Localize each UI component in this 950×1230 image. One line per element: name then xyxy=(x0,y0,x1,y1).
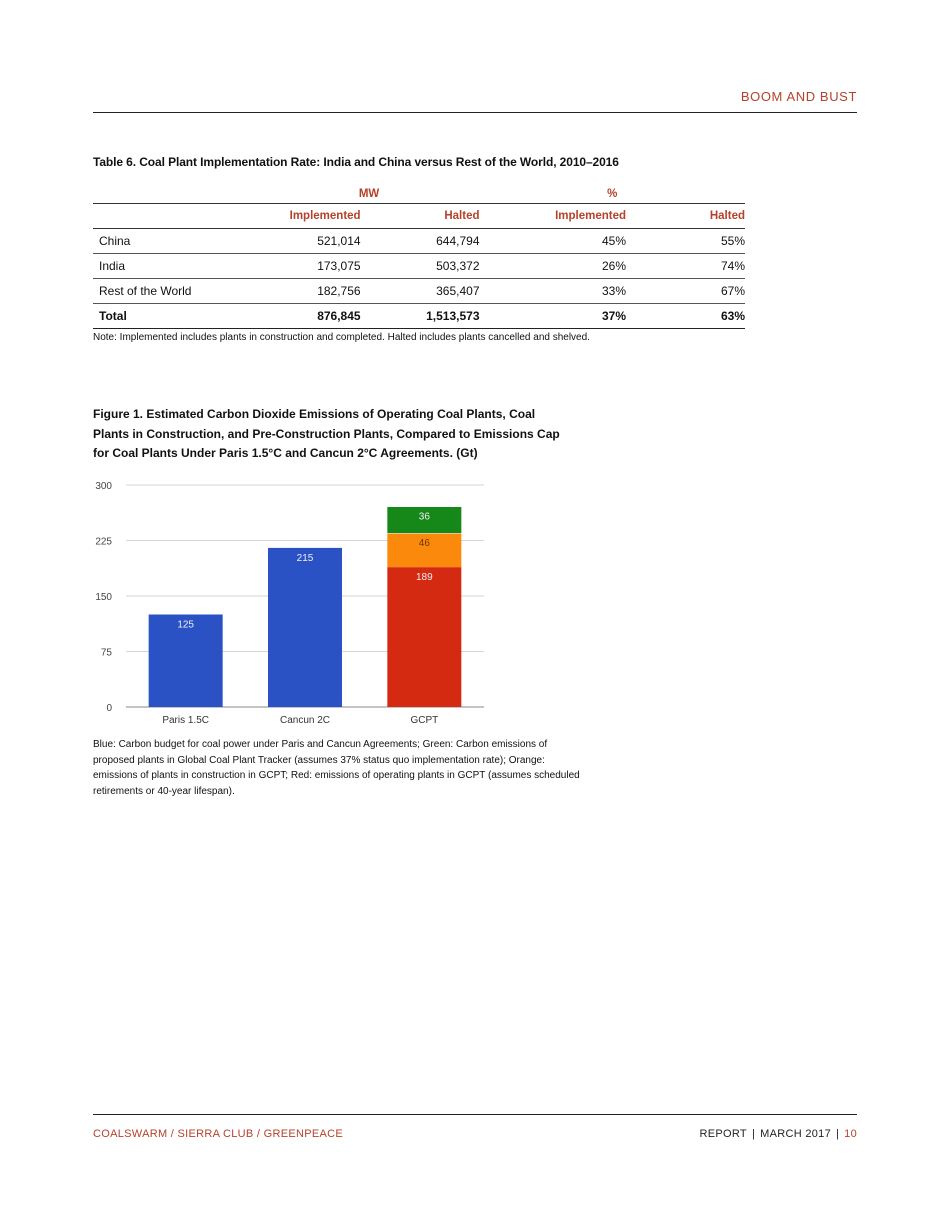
table-caption: Table 6. Coal Plant Implementation Rate: India and China versus Rest of the World, 2010–2016 xyxy=(93,155,619,169)
cell-mw-implemented: 173,075 xyxy=(259,254,361,279)
data-label: 189 xyxy=(415,572,433,584)
cell-mw-implemented: 182,756 xyxy=(259,279,361,304)
figure-note: Blue: Carbon budget for coal power under Paris and Cancun Agreements; Green: Carbon emissions of proposed plants in Global Coal Plant Tracker (assumes 37% status quo implementation rate); Orange: emissions of plants in construction in GCPT; Red: emissions of operating plants in GCPT (assumes scheduled retirements or 40-year lifespan). xyxy=(93,739,580,797)
data-label: 46 xyxy=(418,538,430,550)
x-tick-label: Paris 1.5C xyxy=(162,715,210,726)
cell-pct-halted: 63% xyxy=(626,304,745,329)
bar-segment xyxy=(268,548,342,707)
cell-pct-implemented: 45% xyxy=(480,229,627,254)
group-header-mw: MW xyxy=(358,187,380,200)
footer-date: MARCH 2017 xyxy=(760,1128,831,1140)
cell-pct-halted: 67% xyxy=(626,279,745,304)
x-tick-label: GCPT xyxy=(410,715,439,726)
cell-mw-halted: 644,794 xyxy=(361,229,480,254)
group-header-pct: % xyxy=(607,187,618,200)
footer-separator: | xyxy=(751,1128,756,1140)
table-note: Note: Implemented includes plants in construction and completed. Halted includes plants cancelled and shelved. xyxy=(93,332,590,343)
cell-pct-implemented: 26% xyxy=(480,254,627,279)
running-header: BOOM AND BUST xyxy=(740,89,857,104)
table-row-china xyxy=(93,229,745,254)
figure-caption: Figure 1. Estimated Carbon Dioxide Emissions of Operating Coal Plants, Coal Plants in Construction, and Pre-Construction Plants, Compared to Emissions Cap for Coal Plants Under Paris 1.5°C and Cancun 2°C Agreements. (Gt) xyxy=(93,407,560,460)
row-label: Rest of the World xyxy=(93,279,259,304)
data-label: 215 xyxy=(296,552,314,564)
cell-pct-halted: 74% xyxy=(626,254,745,279)
col-header-mw-halted: Halted xyxy=(361,204,480,229)
page-number: 10 xyxy=(844,1128,857,1140)
row-label: Total xyxy=(93,304,259,329)
cell-mw-halted: 503,372 xyxy=(361,254,480,279)
footer-organizations: COALSWARM / SIERRA CLUB / GREENPEACE xyxy=(93,1128,344,1140)
footer-separator: | xyxy=(835,1128,840,1140)
cell-pct-implemented: 37% xyxy=(480,304,627,329)
cell-pct-implemented: 33% xyxy=(480,279,627,304)
row-label: China xyxy=(93,229,259,254)
row-label: India xyxy=(93,254,259,279)
cell-mw-implemented: 521,014 xyxy=(259,229,361,254)
y-tick-label: 75 xyxy=(100,647,112,659)
header-divider xyxy=(93,112,857,113)
y-tick-label: 225 xyxy=(95,536,112,548)
table-row-total xyxy=(93,304,745,329)
col-header-pct-halted: Halted xyxy=(626,204,745,229)
y-tick-label: 0 xyxy=(106,703,112,714)
y-tick-label: 300 xyxy=(95,481,112,492)
col-header-mw-implemented: Implemented xyxy=(259,204,361,229)
cell-mw-halted: 1,513,573 xyxy=(361,304,480,329)
x-tick-label: Cancun 2C xyxy=(279,715,331,726)
footer-divider xyxy=(93,1114,857,1115)
table-row-india xyxy=(93,254,745,279)
bar-segment xyxy=(387,567,461,707)
cell-mw-implemented: 876,845 xyxy=(259,304,361,329)
y-tick-label: 150 xyxy=(95,592,112,603)
col-header-pct-implemented: Implemented xyxy=(480,204,627,229)
data-label: 125 xyxy=(177,619,195,631)
cell-pct-halted: 55% xyxy=(626,229,745,254)
emissions-bar-chart xyxy=(88,474,498,730)
footer-report-label: REPORT xyxy=(699,1128,747,1140)
table-row-rest-of-world xyxy=(93,279,745,304)
cell-mw-halted: 365,407 xyxy=(361,279,480,304)
implementation-table xyxy=(93,184,745,329)
data-label: 36 xyxy=(418,511,430,523)
footer-report-info xyxy=(700,1128,858,1140)
